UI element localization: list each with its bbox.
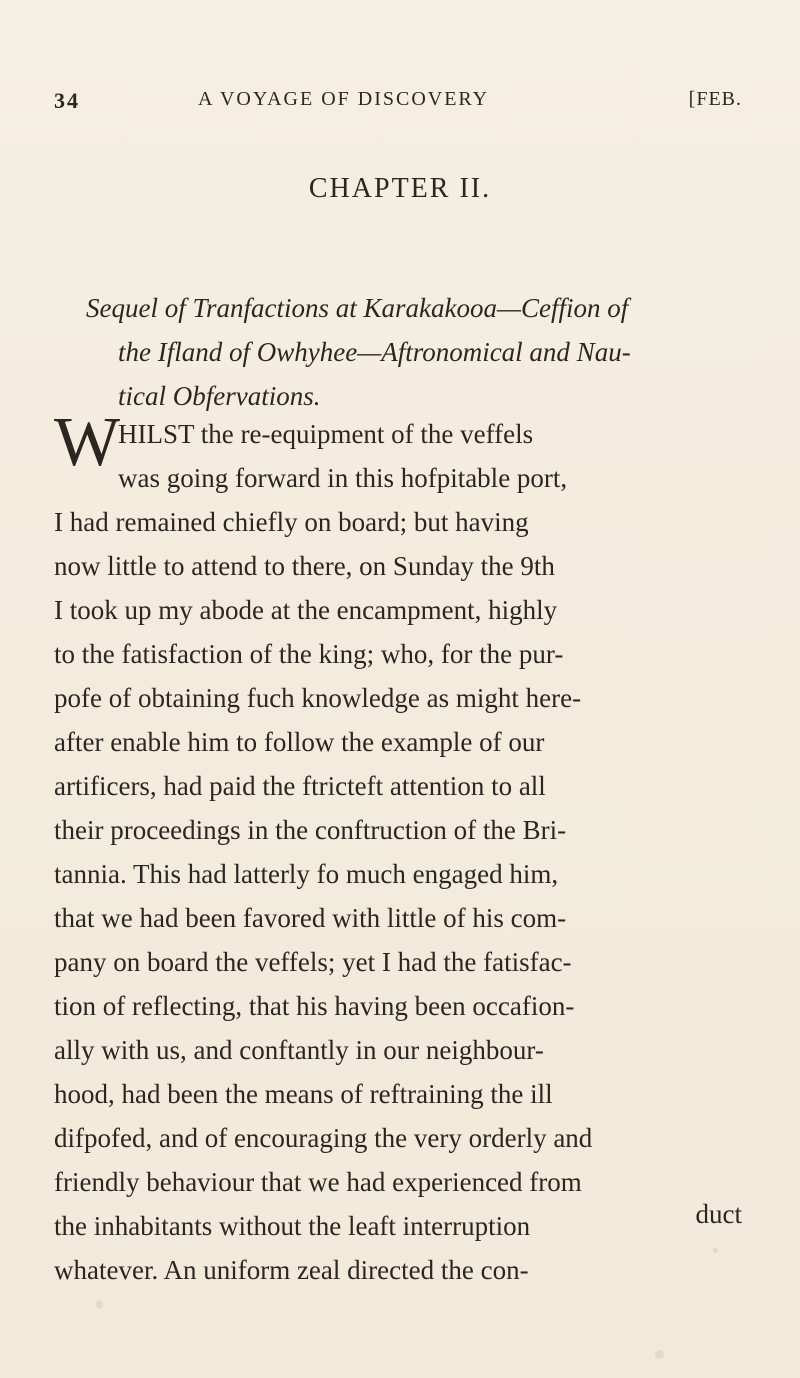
text-line: difpofed, and of encouraging the very orderly and [54, 1123, 593, 1153]
running-head [54, 88, 742, 120]
text-line: friendly behaviour that we had experienced from [54, 1167, 582, 1197]
text-line: now little to attend to there, on Sunday the 9th [54, 551, 555, 581]
show-through-texture [58, 121, 718, 143]
text-line: after enable him to follow the example of our [54, 727, 545, 757]
text-line: pany on board the veffels; yet I had the fatisfac- [54, 947, 572, 977]
text-line: HILST the re-equipment of the veffels [118, 419, 534, 449]
catchword: duct [695, 1199, 742, 1229]
text-line: ally with us, and conftantly in our neighbour- [54, 1035, 544, 1065]
running-title: A VOYAGE OF DISCOVERY [198, 88, 490, 110]
text-line: artificers, had paid the ftricteft attention to all [54, 771, 546, 801]
text-line: pofe of obtaining fuch knowledge as might here- [54, 683, 582, 713]
chapter-summary [86, 286, 718, 418]
text-line: I took up my abode at the encampment, highly [54, 595, 558, 625]
text-line: was going forward in this hofpitable port, [118, 463, 568, 493]
text-line: whatever. An uniform zeal directed the con- [54, 1255, 529, 1285]
text-line: that we had been favored with little of his com- [54, 903, 567, 933]
main-text [54, 404, 754, 1292]
show-through-texture [58, 146, 718, 168]
drop-cap: W [54, 404, 121, 481]
text-line: tannia. This had latterly fo much engaged him, [54, 859, 559, 889]
text-line: their proceedings in the conftruction of the Bri- [54, 815, 567, 845]
paper-stain [96, 1300, 103, 1309]
text-line: tion of reflecting, that his having been occafion- [54, 991, 575, 1021]
running-month: [FEB. [688, 88, 742, 110]
text-line: I had remained chiefly on board; but having [54, 507, 529, 537]
paper-stain [655, 1350, 664, 1359]
text-line: to the fatisfaction of the king; who, for the pur- [54, 639, 564, 669]
paper-stain [713, 1248, 718, 1253]
text-line: the inhabitants without the leaft interruption [54, 1211, 531, 1241]
summary-line: the Ifland of Owhyhee—Aftronomical and Nau- [118, 337, 631, 367]
summary-line: tical Obfervations. [118, 381, 321, 411]
chapter-title: CHAPTER II. [308, 173, 492, 204]
summary-line: Sequel of Tranfactions at Karakakooa—Ceffion of [86, 293, 629, 323]
text-line: hood, had been the means of reftraining the ill [54, 1079, 553, 1109]
page-number: 34 [54, 88, 80, 113]
show-through-texture [58, 228, 718, 250]
